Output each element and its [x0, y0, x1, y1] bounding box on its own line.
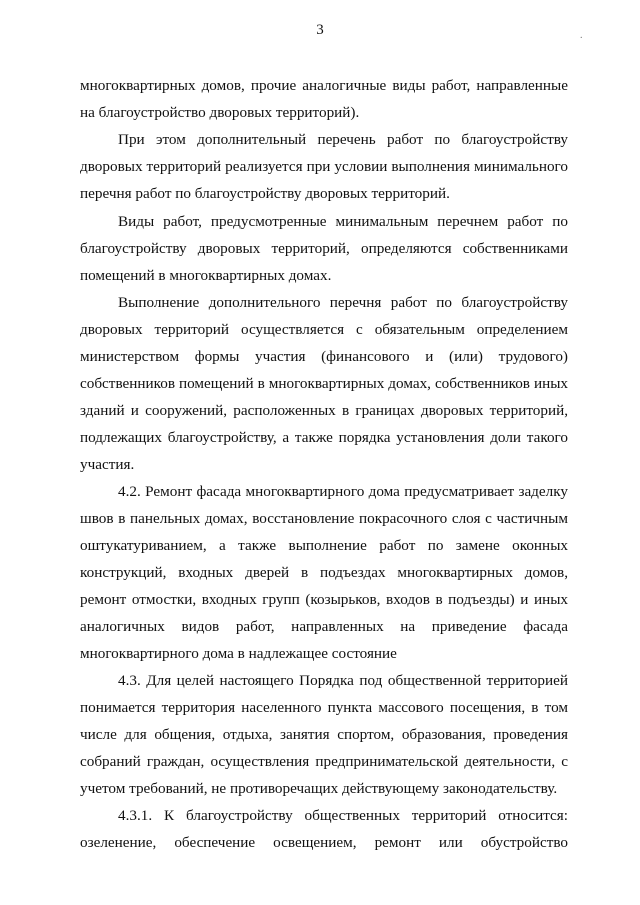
- text-line: собственников помещений в многоквартирных домах, собственников иных: [80, 375, 568, 392]
- text-line: зданий и сооружений, расположенных в границах дворовых территорий,: [80, 402, 568, 419]
- text-line: дворовых территорий реализуется при условии выполнения минимального: [80, 158, 568, 175]
- text-line: понимается территория населенного пункта массового посещения, в том: [80, 699, 568, 716]
- text-line: на благоустройство дворовых территорий).: [80, 104, 360, 121]
- paragraph-first-line: При этом дополнительный перечень работ по благоустройству: [118, 131, 568, 148]
- text-line: министерством формы участия (финансового и (или) трудового): [80, 348, 568, 365]
- text-line: участия.: [80, 456, 135, 473]
- text-line: многоквартирных домов, прочие аналогичные виды работ, направленные: [80, 77, 568, 94]
- text-line: многоквартирного дома в надлежащее состояние: [80, 645, 397, 662]
- text-line: благоустройству дворовых территорий, определяются собственниками: [80, 240, 568, 257]
- text-line: озеленение, обеспечение освещением, ремонт или обустройство: [80, 834, 568, 851]
- text-line: помещений в многоквартирных домах.: [80, 267, 332, 284]
- text-line: собраний граждан, осуществления предпринимательской деятельности, с: [80, 753, 568, 770]
- text-line: дворовых территорий осуществляется с обязательным определением: [80, 321, 568, 338]
- paragraph-first-line: 4.3.1. К благоустройству общественных территорий относится:: [118, 807, 568, 824]
- paragraph-first-line: Виды работ, предусмотренные минимальным перечнем работ по: [118, 213, 568, 230]
- paragraph-first-line: Выполнение дополнительного перечня работ по благоустройству: [118, 294, 568, 311]
- text-line: учетом требований, не противоречащих действующему законодательству.: [80, 780, 558, 797]
- text-line: подлежащих благоустройству, а также порядка установления доли такого: [80, 429, 568, 446]
- text-line: ремонт отмостки, входных групп (козырьков, входов в подъезды) и иных: [80, 591, 568, 608]
- text-line: перечня работ по благоустройству дворовых территорий.: [80, 185, 450, 202]
- text-line: швов в панельных домах, восстановление покрасочного слоя с частичным: [80, 510, 568, 527]
- text-line: конструкций, входных дверей в подъездах многоквартирных домов,: [80, 564, 568, 581]
- corner-mark: .: [580, 30, 583, 41]
- text-line: числе для общения, отдыха, занятия спортом, образования, проведения: [80, 726, 568, 743]
- paragraph-first-line: 4.2. Ремонт фасада многоквартирного дома предусматривает заделку: [118, 483, 568, 500]
- page-number: 3: [316, 22, 324, 38]
- paragraph-first-line: 4.3. Для целей настоящего Порядка под общественной территорией: [118, 672, 568, 689]
- text-line: оштукатуриванием, а также выполнение работ по замене оконных: [80, 537, 568, 554]
- text-line: аналогичных видов работ, направленных на приведение фасада: [80, 618, 568, 635]
